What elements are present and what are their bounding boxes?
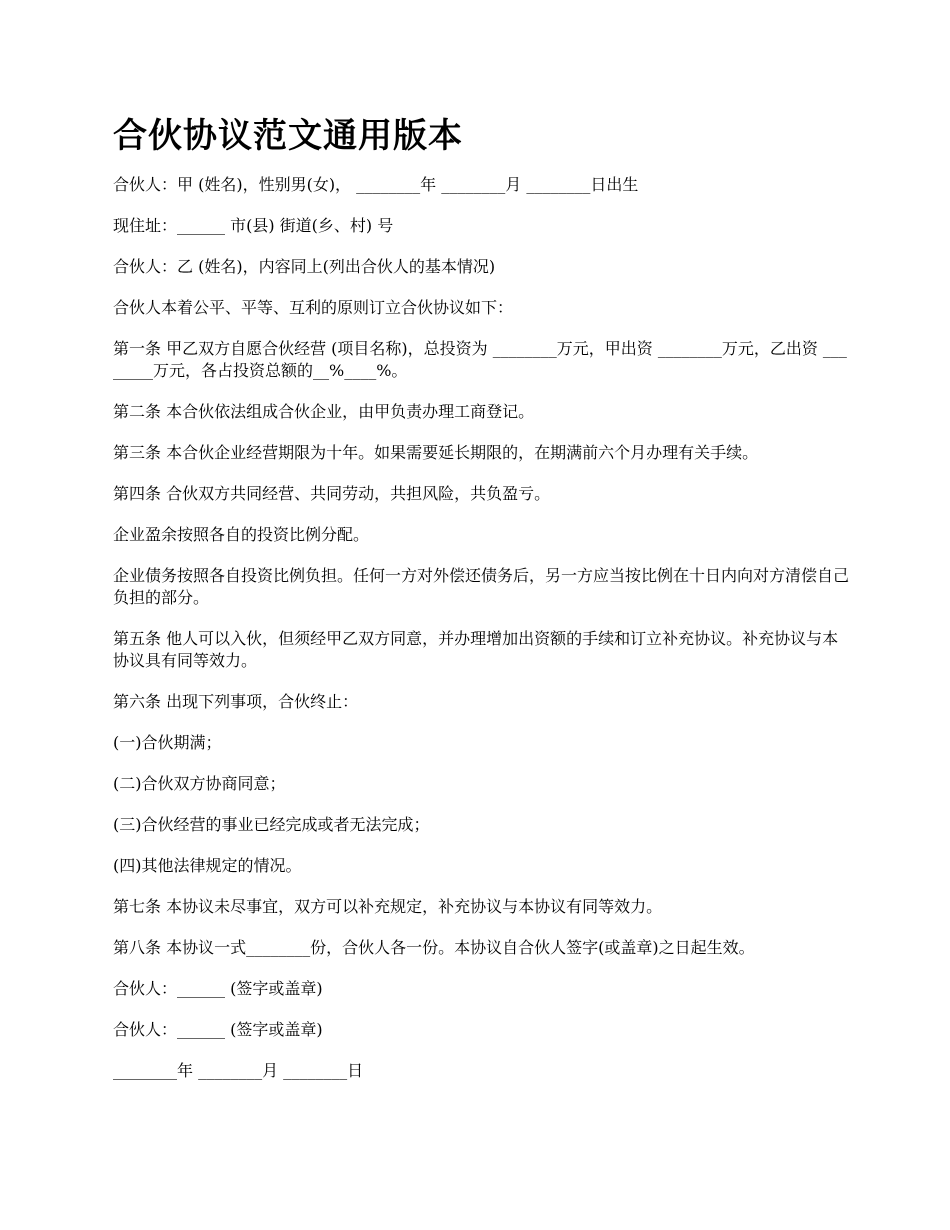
article-4: 第四条 合伙双方共同经营、共同劳动，共担风险，共负盈亏。 xyxy=(113,484,551,503)
article-8: 第八条 本协议一式________份，合伙人各一份。本协议自合伙人签字(或盖章)之日起生效。 xyxy=(113,938,755,957)
signature-partner-2: 合伙人：______ (签字或盖章) xyxy=(113,1020,323,1039)
termination-item-3: (三)合伙经营的事业已经完成或者无法完成； xyxy=(113,815,430,834)
partner-a-info: 合伙人：甲 (姓名)，性别男(女)， ________年 ________月 ________日出生 xyxy=(113,175,639,194)
termination-item-4: (四)其他法律规定的情况。 xyxy=(113,856,302,875)
partner-b-info: 合伙人：乙 (姓名)，内容同上(列出合伙人的基本情况) xyxy=(113,257,496,276)
document-page xyxy=(113,112,853,1101)
article-2: 第二条 本合伙依法组成合伙企业，由甲负责办理工商登记。 xyxy=(113,402,535,421)
article-7: 第七条 本协议未尽事宜，双方可以补充规定，补充协议与本协议有同等效力。 xyxy=(113,897,663,916)
article-5: 第五条 他人可以入伙，但须经甲乙双方同意，并办理增加出资额的手续和订立补充协议。补充协议与本协议具有同等效力。 xyxy=(113,629,839,670)
termination-item-2: (二)合伙双方协商同意； xyxy=(113,774,286,793)
address-line: 现住址：______ 市(县) 街道(乡、村) 号 xyxy=(113,216,394,235)
document-title: 合伙协议范文通用版本 xyxy=(113,116,463,156)
article-6: 第六条 出现下列事项，合伙终止： xyxy=(113,692,359,711)
agreement-preamble: 合伙人本着公平、平等、互利的原则订立合伙协议如下： xyxy=(113,298,514,317)
termination-item-1: (一)合伙期满； xyxy=(113,733,222,752)
signature-partner-1: 合伙人：______ (签字或盖章) xyxy=(113,979,323,998)
article-3: 第三条 本合伙企业经营期限为十年。如果需要延长期限的，在期满前六个月办理有关手续。 xyxy=(113,443,759,462)
signing-date: ________年 ________月 ________日 xyxy=(113,1061,364,1080)
debt-liability: 企业债务按照各自投资比例负担。任何一方对外偿还债务后，另一方应当按比例在十日内向对方清偿自己负担的部分。 xyxy=(113,566,850,607)
profit-distribution: 企业盈余按照各自的投资比例分配。 xyxy=(113,525,370,544)
article-1: 第一条 甲乙双方自愿合伙经营 (项目名称)，总投资为 ________万元，甲出资 ________万元，乙出资 ________万元，各占投资总额的__%____%。 xyxy=(113,339,847,380)
